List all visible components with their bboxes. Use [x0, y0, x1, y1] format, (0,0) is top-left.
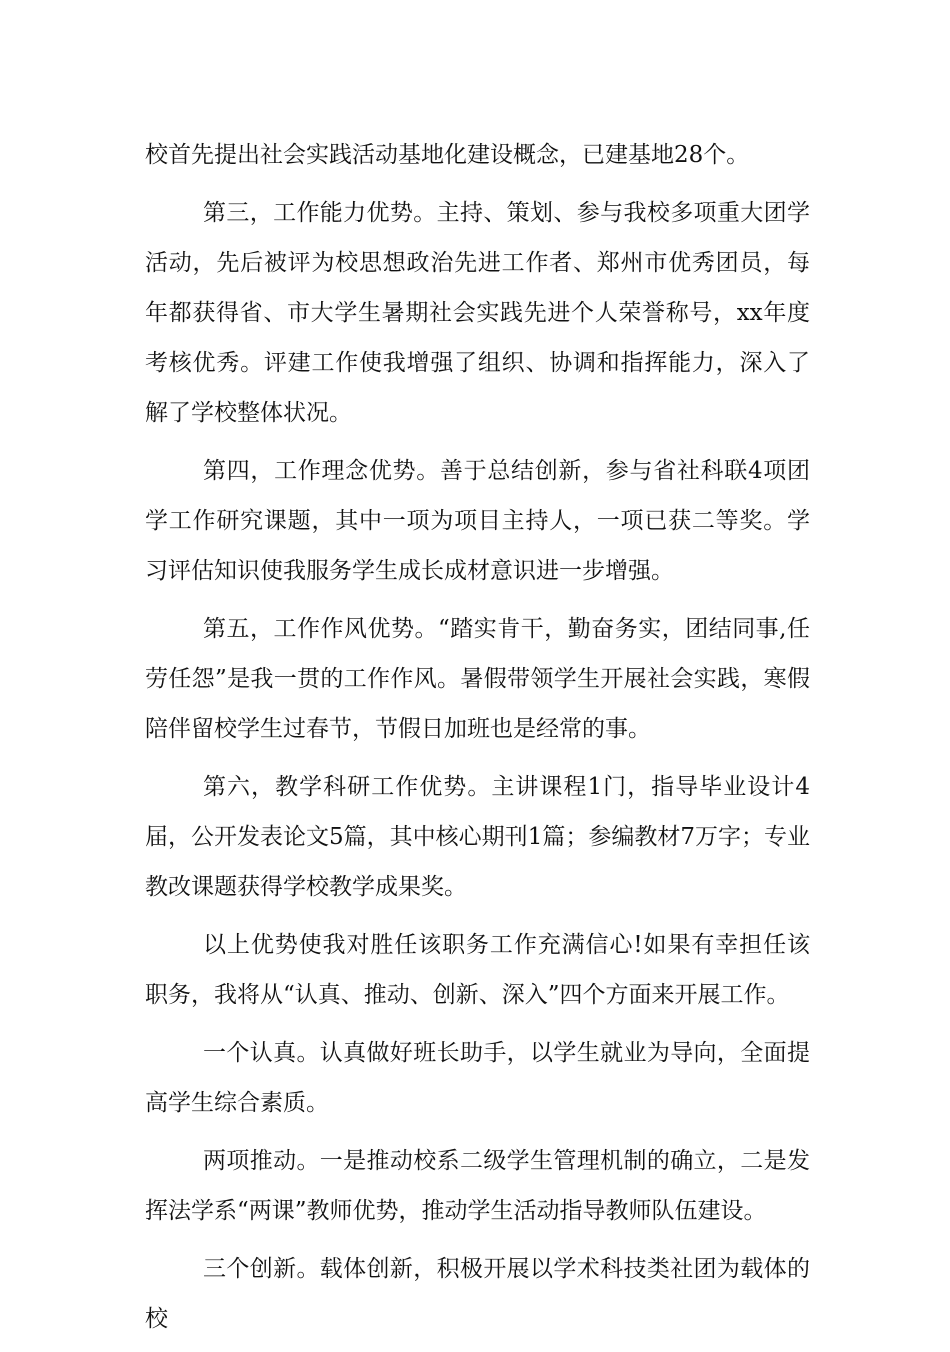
document-body — [145, 130, 810, 1352]
paragraph-3: 第四，工作理念优势。善于总结创新，参与省社科联4项团学工作研究课题，其中一项为项目主持人，一项已获二等奖。学习评估知识使我服务学生成长成材意识进一步增强。 — [145, 458, 810, 584]
paragraph-2: 第三，工作能力优势。主持、策划、参与我校多项重大团学活动，先后被评为校思想政治先进工作者、郑州市优秀团员，每年都获得省、市大学生暑期社会实践先进个人荣誉称号，xx年度考核优秀。评建工作使我增强了组织、协调和指挥能力，深入了解了学校整体状况。 — [145, 200, 810, 426]
paragraph-5: 第六，教学科研工作优势。主讲课程1门，指导毕业设计4届，公开发表论文5篇，其中核心期刊1篇；参编教材7万字；专业教改课题获得学校教学成果奖。 — [145, 774, 810, 900]
paragraph-8: 两项推动。一是推动校系二级学生管理机制的确立，二是发挥法学系“两课”教师优势，推动学生活动指导教师队伍建设。 — [145, 1148, 810, 1224]
paragraph-1: 校首先提出社会实践活动基地化建设概念，已建基地28个。 — [145, 142, 750, 168]
paragraph-7: 一个认真。认真做好班长助手，以学生就业为导向，全面提高学生综合素质。 — [145, 1040, 810, 1116]
paragraph-4: 第五，工作作风优势。“踏实肯干，勤奋务实，团结同事,任劳任怨”是我一贯的工作作风。暑假带领学生开展社会实践，寒假陪伴留校学生过春节，节假日加班也是经常的事。 — [145, 616, 810, 742]
paragraph-6: 以上优势使我对胜任该职务工作充满信心!如果有幸担任该职务，我将从“认真、推动、创新、深入”四个方面来开展工作。 — [145, 932, 810, 1008]
paragraph-9: 三个创新。载体创新，积极开展以学术科技类社团为载体的校 — [145, 1256, 810, 1332]
